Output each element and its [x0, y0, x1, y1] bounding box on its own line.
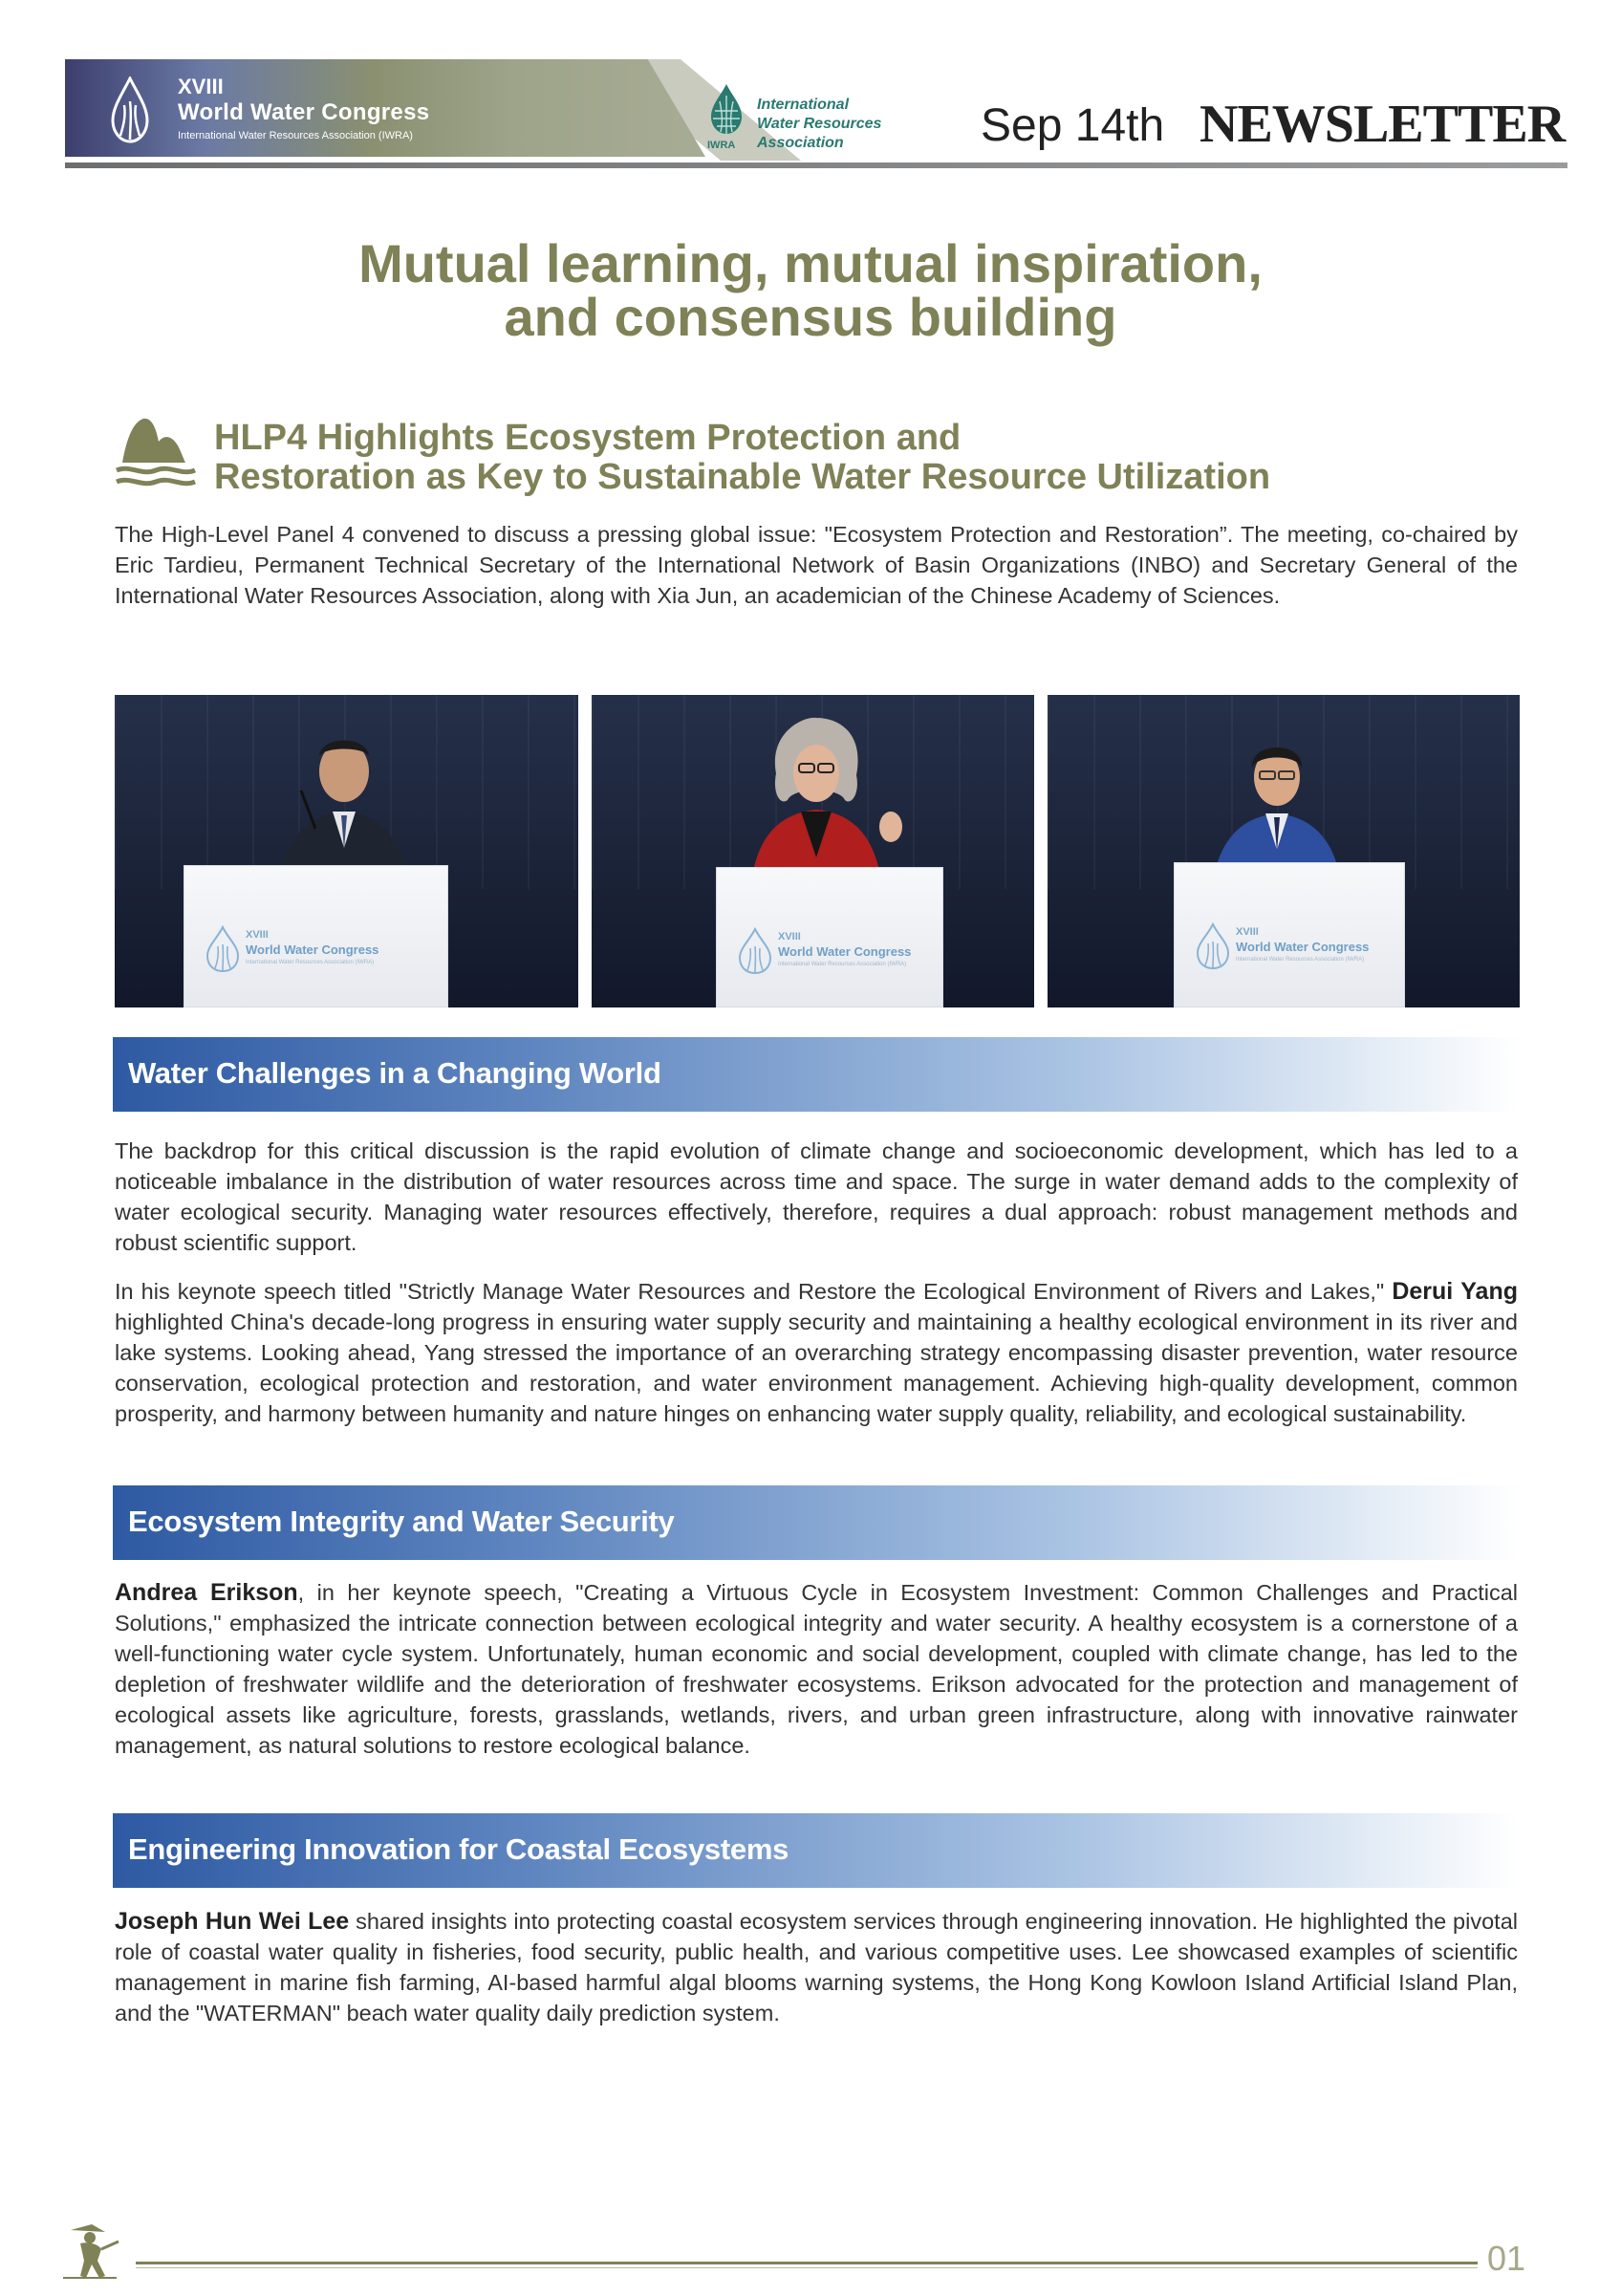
podium-sub: International Water Resources Association (IWRA)	[778, 962, 907, 967]
podium-3	[1174, 862, 1405, 1007]
iwra-name-line-3: Association	[757, 135, 844, 151]
podium-roman: XVIII	[1236, 926, 1259, 938]
section-1-paragraph-2	[115, 1276, 1518, 1429]
iwra-name-line-2: Water Resources	[757, 116, 882, 132]
section-bar-ecosystem-integrity	[113, 1485, 1520, 1560]
page-title-line-1: Mutual learning, mutual inspiration,	[358, 233, 1263, 293]
podium-name: World Water Congress	[1236, 940, 1370, 954]
paragraph-text: shared insights into protecting coastal ecosystem services through engineering innovation. He highlighted the pivotal role of coastal water quality in fisheries, food security, public health, and various competitive uses. Lee showcased examples of scientific management in marine fish farming, AI-based harmful algal blooms warning systems, the Hong Kong Kowloon Island Artificial Island Plan, and the "WATERMAN" beach water quality daily prediction system.	[115, 1909, 1518, 2025]
mountain-water-icon	[115, 413, 197, 489]
speaker-photo-3	[1048, 695, 1520, 1007]
section-1-paragraph-1: The backdrop for this critical discussion is the rapid evolution of climate change and socioeconomic development, which has led to a noticeable imbalance in the distribution of water resources across time and space. The surge in water demand adds to the complexity of water ecological security. Managing water resources effectively, therefore, requires a dual approach: robust management methods and robust scientific support.	[115, 1138, 1518, 1255]
page-title-line-2: and consensus building	[504, 287, 1117, 347]
congress-roman-numeral: XVIII	[178, 75, 224, 98]
footer-rule	[136, 2262, 1478, 2264]
podium-sub: International Water Resources Association (IWRA)	[246, 960, 375, 965]
speaker-photo-1	[115, 695, 578, 1007]
intro-paragraph: The High-Level Panel 4 convened to discuss a pressing global issue: "Ecosystem Protection and Restoration”. The meeting, co-chaired by Eric Tardieu, Permanent Technical Secretary of the International Network of Basin Organizations (INBO) and Secretary General of the International Water Resources Association, along with Xia Jun, an academician of the Chinese Academy of Sciences.	[115, 522, 1518, 608]
iwra-globe-drop-icon	[707, 82, 746, 136]
section-heading: Water Challenges in a Changing World	[128, 1056, 661, 1090]
podium-logo-icon	[738, 927, 772, 975]
podium-logo-icon	[1196, 922, 1230, 970]
iwra-abbreviation: IWRA	[707, 140, 736, 151]
podium-roman: XVIII	[246, 929, 269, 941]
highlight-heading-line-2: Restoration as Key to Sustainable Water Resource Utilization	[214, 457, 1271, 497]
newsletter-label: NEWSLETTER	[1200, 95, 1566, 154]
speaker-name: Derui Yang	[1392, 1278, 1518, 1305]
podium-sub: International Water Resources Association (IWRA)	[1236, 957, 1365, 963]
speaker-name: Joseph Hun Wei Lee	[115, 1908, 350, 1935]
page-title	[0, 233, 1621, 347]
newsletter-date: Sep 14th	[981, 100, 1165, 151]
podium-2	[716, 867, 943, 1007]
speaker-photo-2	[592, 695, 1034, 1007]
iwra-name-line-1: International	[757, 97, 850, 113]
section-heading: Engineering Innovation for Coastal Ecosystems	[128, 1832, 789, 1866]
page-number: 01	[1487, 2239, 1526, 2278]
podium-name: World Water Congress	[778, 944, 912, 959]
water-drop-logo-icon	[111, 76, 149, 143]
paragraph-text: highlighted China's decade-long progress in ensuring water supply security and maintaining a healthy ecological environment in its river and lake systems. Looking ahead, Yang stressed the importance of an overarching strategy encompassing disaster prevention, water resource conservation, ecological protection and restoration, and water environment management. Achieving high-quality development, common prosperity, and harmony between humanity and nature hinges on enhancing water supply quality, reliability, and ecological sustainability.	[115, 1310, 1518, 1426]
section-bar-water-challenges	[113, 1037, 1520, 1112]
podium-roman: XVIII	[778, 931, 801, 942]
section-heading: Ecosystem Integrity and Water Security	[128, 1505, 675, 1538]
highlight-heading	[214, 419, 1457, 497]
footer-rule-thin	[136, 2267, 1478, 2268]
congress-subtitle: International Water Resources Association (IWRA)	[178, 130, 413, 141]
farmer-figure-icon	[59, 2220, 122, 2280]
paragraph-text: In his keynote speech titled "Strictly Manage Water Resources and Restore the Ecological Environment of Rivers and Lakes,"	[115, 1279, 1393, 1304]
congress-name: World Water Congress	[178, 99, 430, 125]
paragraph-text: , in her keynote speech, "Creating a Virtuous Cycle in Ecosystem Investment: Common Challenges and Practical Solutions," emphasized the intricate connection between ecological integrity and water security. A healthy ecosystem is a cornerstone of a well-functioning water cycle system. Unfortunately, human economic and social development, coupled with climate change, has led to the depletion of freshwater wildlife and the deterioration of freshwater ecosystems. Erikson advocated for the protection and management of ecological assets like agriculture, forests, grasslands, wetlands, rivers, and urban green infrastructure, along with innovative rainwater management, as natural solutions to restore ecological balance.	[115, 1580, 1518, 1758]
highlight-heading-line-1: HLP4 Highlights Ecosystem Protection and	[214, 418, 962, 458]
header-rule	[65, 162, 1567, 168]
section-2-paragraph	[115, 1577, 1518, 1761]
speaker-name: Andrea Erikson	[115, 1579, 298, 1606]
podium-name: World Water Congress	[246, 942, 379, 957]
section-3-paragraph	[115, 1906, 1518, 2028]
section-bar-engineering-innovation	[113, 1813, 1520, 1888]
podium-logo-icon	[205, 925, 240, 973]
newsletter-header	[65, 59, 1567, 164]
podium-1	[184, 865, 448, 1007]
iwra-name	[757, 96, 919, 153]
